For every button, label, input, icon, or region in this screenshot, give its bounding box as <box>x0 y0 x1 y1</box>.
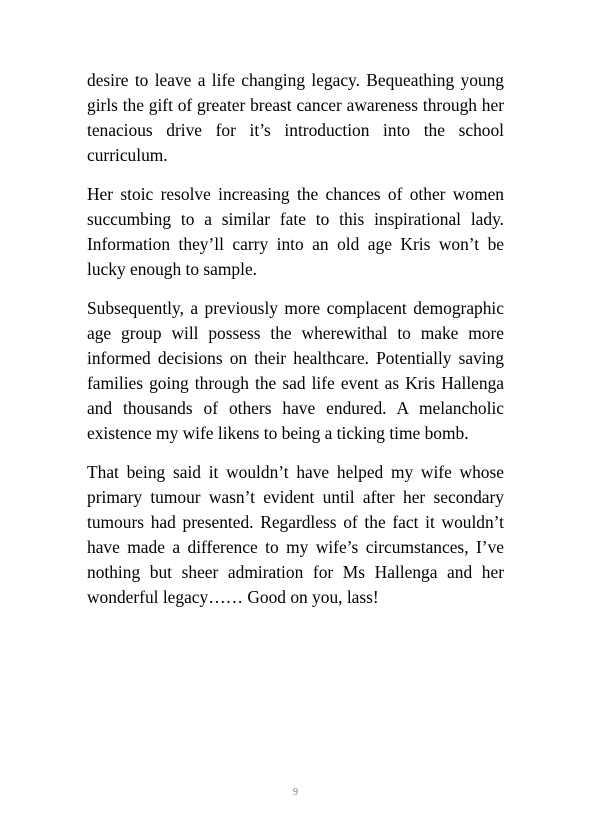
paragraph-2: Her stoic resolve increasing the chances of other women succumbing to a similar fate to this inspirational lady. Information they’ll carry into an old age Kris won’t be lucky enough to sample. <box>87 184 504 279</box>
page-number: 9 <box>293 787 298 798</box>
body-text <box>87 68 504 624</box>
paragraph-1: desire to leave a life changing legacy. Bequeathing young girls the gift of greater breast cancer awareness through her tenacious drive for it’s introduction into the school curriculum. <box>87 70 504 165</box>
paragraph-3: Subsequently, a previously more complacent demographic age group will possess the wherewithal to make more informed decisions on their healthcare. Potentially saving families going through the sad life event as Kris Hallenga and thousands of others have endured. A melancholic existence my wife likens to being a ticking time bomb. <box>87 298 504 443</box>
paragraph-4: That being said it wouldn’t have helped my wife whose primary tumour wasn’t evident until after her secondary tumours had presented. Regardless of the fact it wouldn’t have made a difference to my wife’s circumstances, I’ve nothing but sheer admiration for Ms Hallenga and her wonderful legacy…… Good on you, lass! <box>87 462 504 607</box>
